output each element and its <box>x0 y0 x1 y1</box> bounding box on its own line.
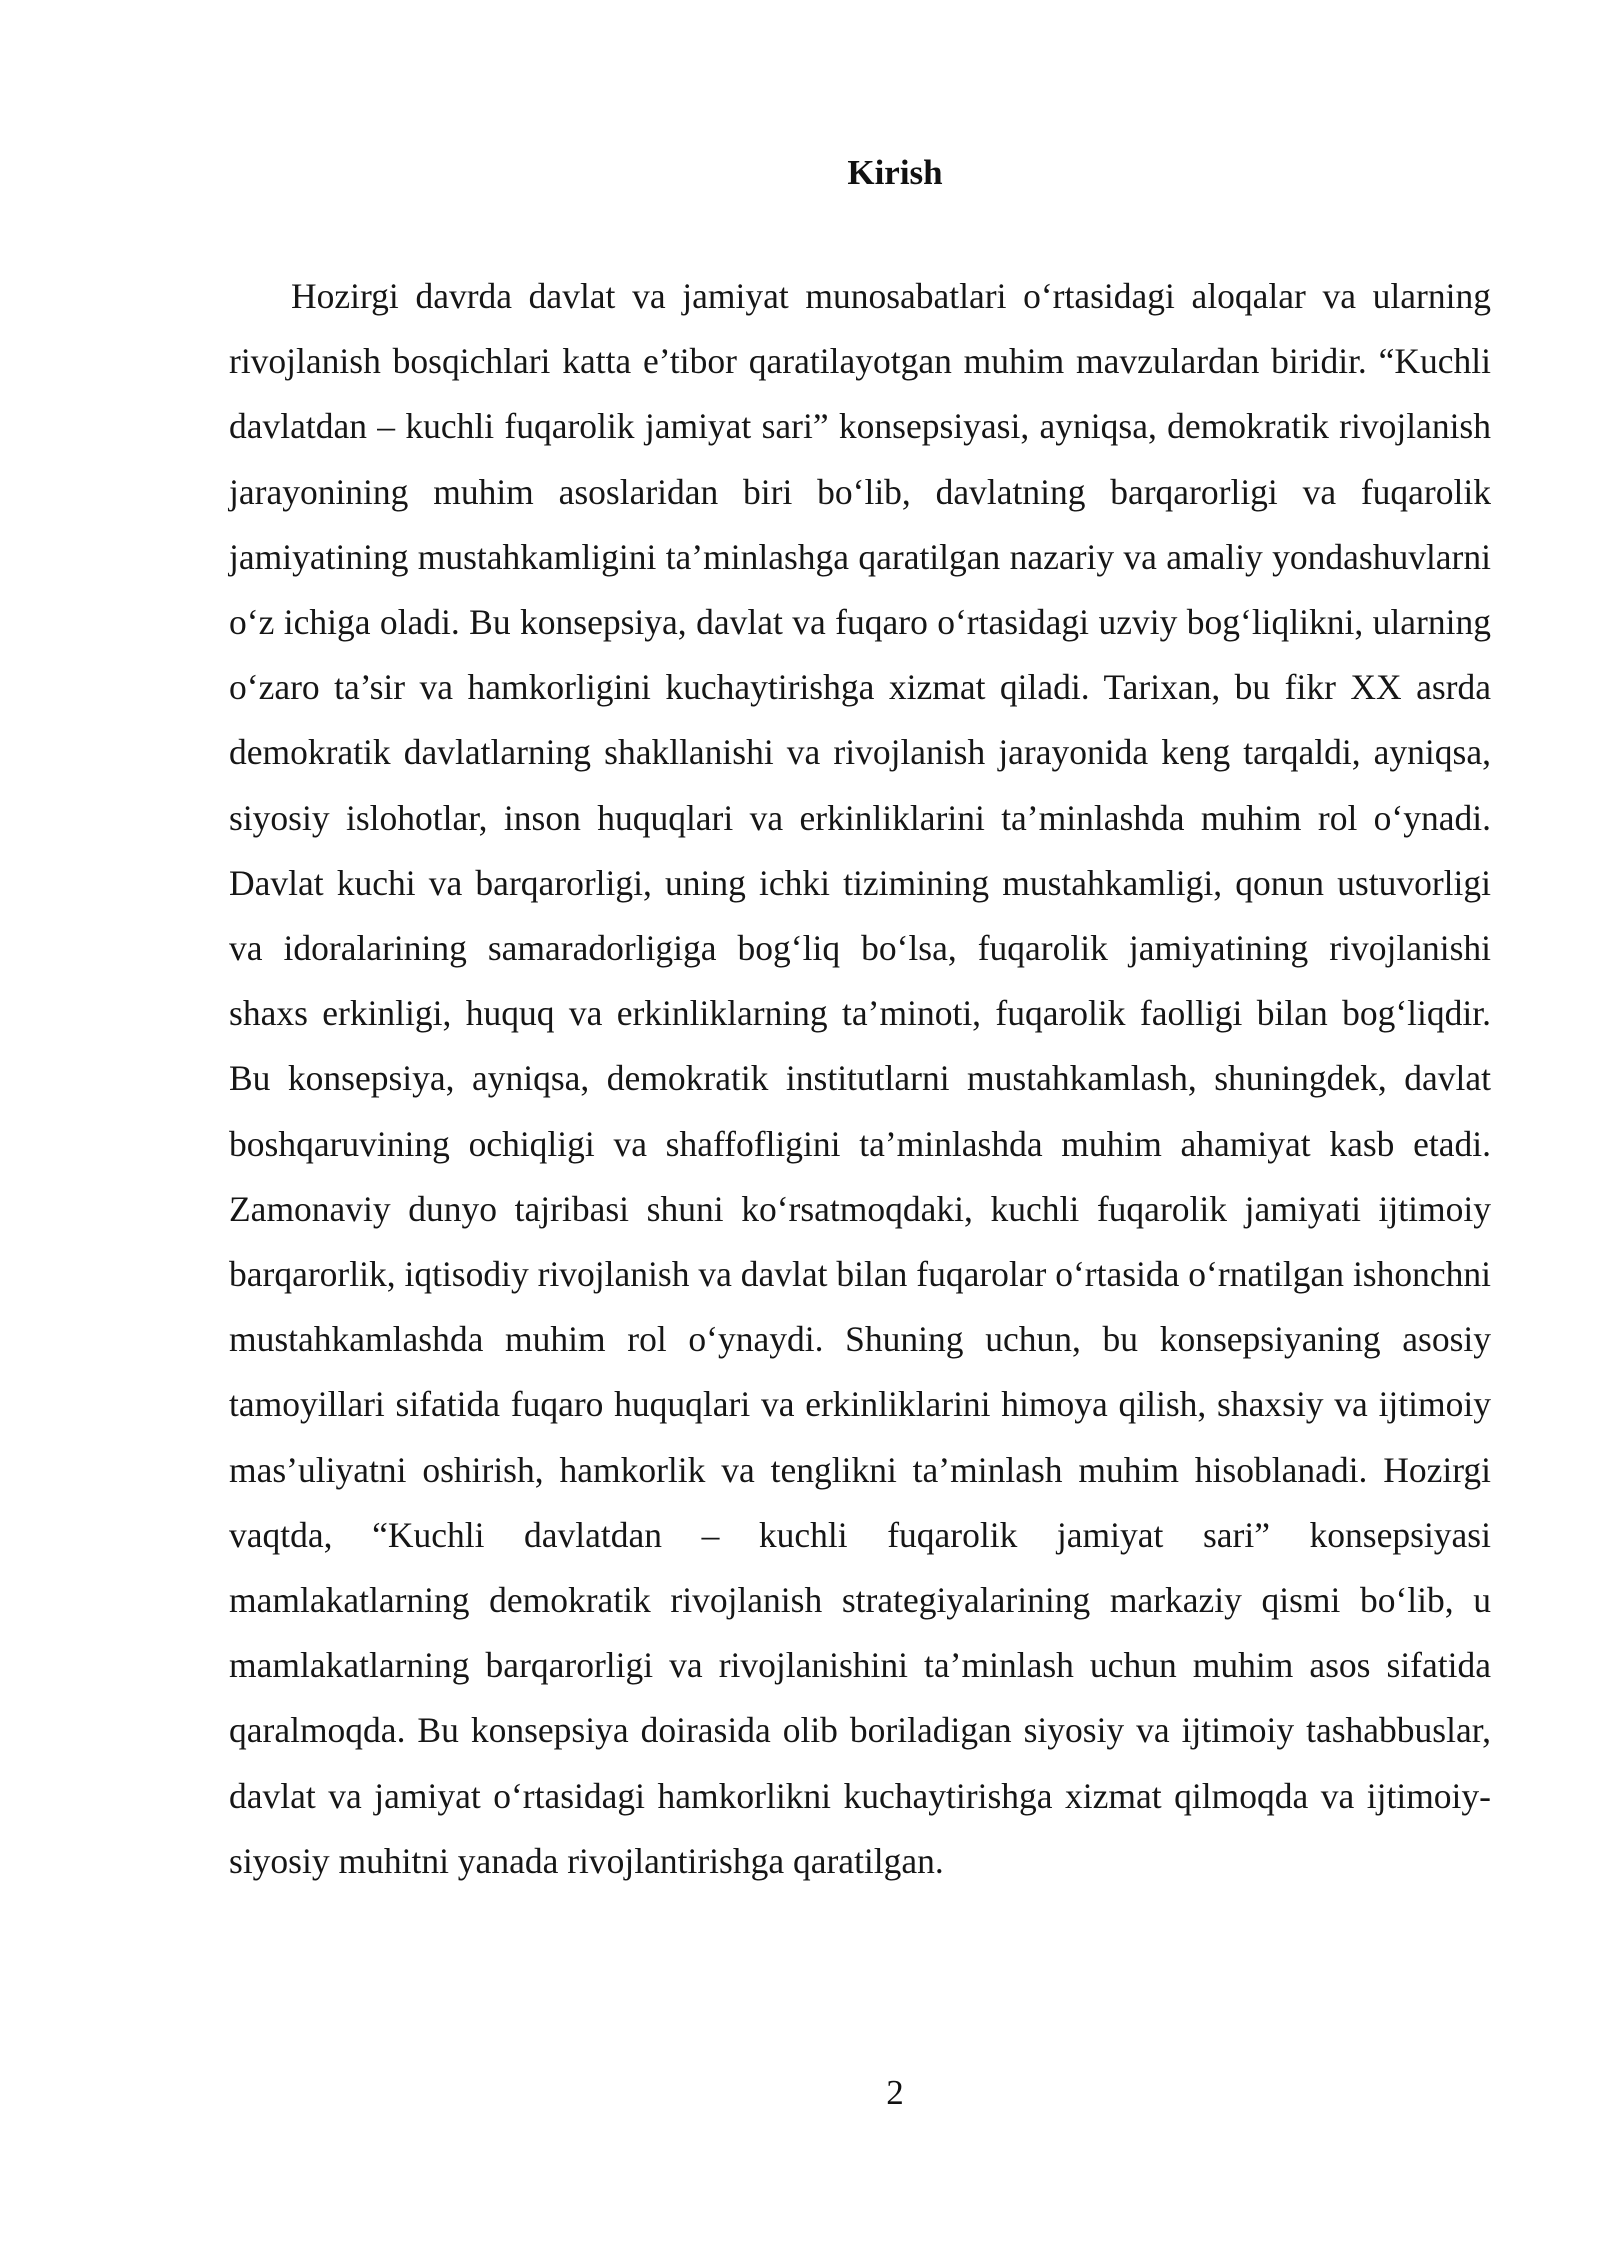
page-title: Kirish <box>847 153 943 192</box>
body-paragraph: Hozirgi davrda davlat va jamiyat munosabatlari o‘rtasidagi aloqalar va ularning rivojlanish bosqichlari katta e’tibor qaratilayotgan muhim mavzulardan biridir. “Kuchli davlatdan – kuchli fuqarolik jamiyat sari” konsepsiyasi, ayniqsa, demokratik rivojlanish jarayonining muhim asoslaridan biri bo‘lib, davlatning barqarorligi va fuqarolik jamiyatining mustahkamligini ta’minlashga qaratilgan nazariy va amaliy yondashuvlarni o‘z ichiga oladi. Bu konsepsiya, davlat va fuqaro o‘rtasidagi uzviy bog‘liqlikni, ularning o‘zaro ta’sir va hamkorligini kuchaytirishga xizmat qiladi. Tarixan, bu fikr XX asrda demokratik davlatlarning shakllanishi va rivojlanish jarayonida keng tarqaldi, ayniqsa, siyosiy islohotlar, inson huquqlari va erkinliklarini ta’minlashda muhim rol o‘ynadi. Davlat kuchi va barqarorligi, uning ichki tizimining mustahkamligi, qonun ustuvorligi va idoralarining samaradorligiga bog‘liq bo‘lsa, fuqarolik jamiyatining rivojlanishi shaxs erkinligi, huquq va erkinliklarning ta’minoti, fuqarolik faolligi bilan bog‘liqdir. Bu konsepsiya, ayniqsa, demokratik institutlarni mustahkamlash, shuningdek, davlat boshqaruvining ochiqligi va shaffofligini ta’minlashda muhim ahamiyat kasb etadi. Zamonaviy dunyo tajribasi shuni ko‘rsatmoqdaki, kuchli fuqarolik jamiyati ijtimoiy barqarorlik, iqtisodiy rivojlanish va davlat bilan fuqarolar o‘rtasida o‘rnatilgan ishonchni mustahkamlashda muhim rol o‘ynaydi. Shuning uchun, bu konsepsiyaning asosiy tamoyillari sifatida fuqaro huquqlari va erkinliklarini himoya qilish, shaxsiy va ijtimoiy mas’uliyatni oshirish, hamkorlik va tenglikni ta’minlash muhim hisoblanadi. Hozirgi vaqtda, “Kuchli davlatdan – kuchli fuqarolik jamiyat sari” konsepsiyasi mamlakatlarning demokratik rivojlanish strategiyalarining markaziy qismi bo‘lib, u mamlakatlarning barqarorligi va rivojlanishini ta’minlash uchun muhim asos sifatida qaralmoqda. Bu konsepsiya doirasida olib boriladigan siyosiy va ijtimoiy tashabbuslar, davlat va jamiyat o‘rtasidagi hamkorlikni kuchaytirishga xizmat qilmoqda va ijtimoiy-siyosiy muhitni yanada rivojlantirishga qaratilgan. <box>229 276 1491 1881</box>
page-number: 2 <box>886 2073 904 2112</box>
